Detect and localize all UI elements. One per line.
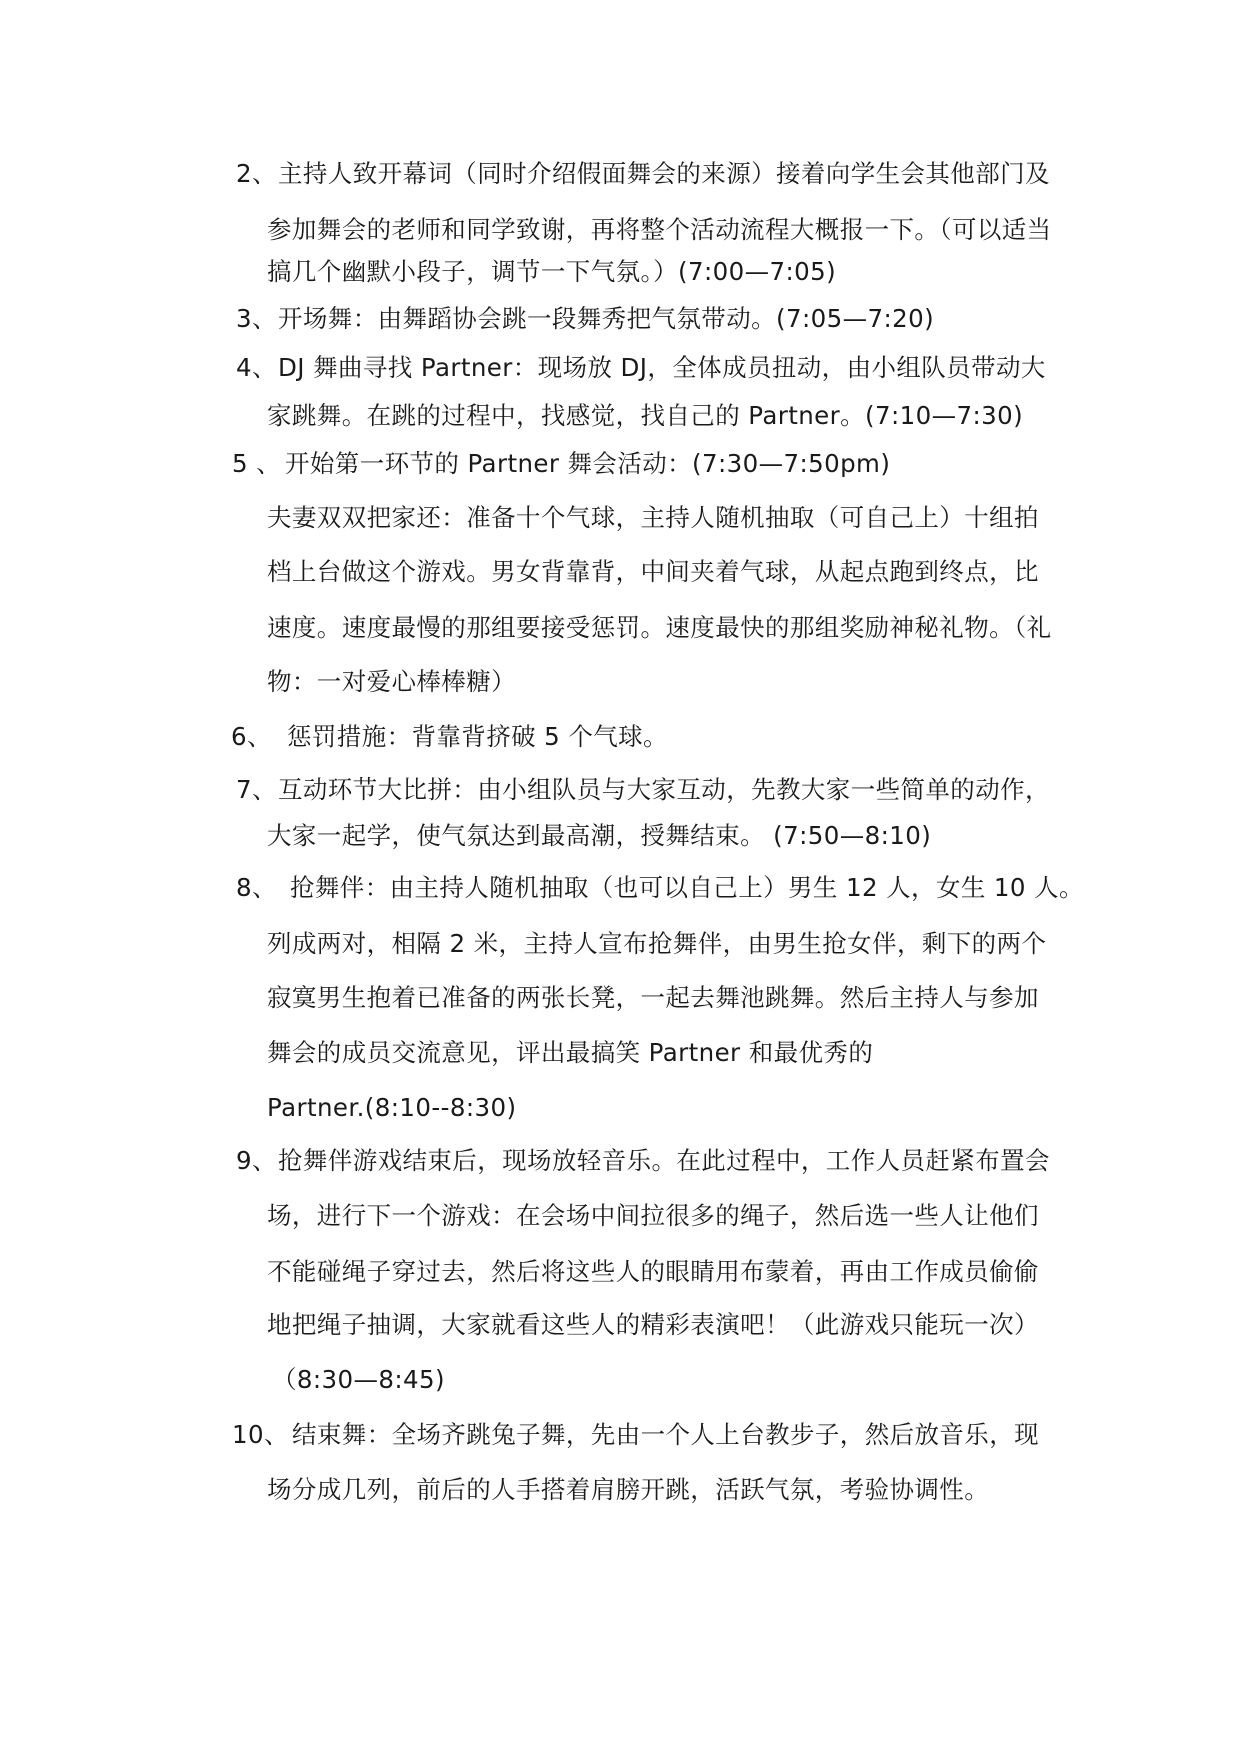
item-text-line: 速度。速度最慢的那组要接受惩罚。速度最快的那组奖励神秘礼物。（礼 <box>267 613 1052 642</box>
item-text-line: 结束舞：全场齐跳兔子舞，先由一个人上台教步子，然后放音乐，现 <box>292 1420 1039 1449</box>
item-number: 8、 <box>236 873 277 902</box>
item-text-line: 互动环节大比拼：由小组队员与大家互动，先教大家一些简单的动作， <box>278 775 1050 804</box>
item-text-line: 搞几个幽默小段子，调节一下气氛。）(7:00—7:05) <box>267 257 837 286</box>
item-text-line: 场，进行下一个游戏：在会场中间拉很多的绳子，然后选一些人让他们 <box>267 1201 1039 1230</box>
item-text-line: 地把绳子抽调，大家就看这些人的精彩表演吧！（此游戏只能玩一次） <box>267 1310 1039 1339</box>
item-text-line: （8:30—8:45) <box>272 1365 445 1394</box>
item-text-line: 寂寞男生抱着已准备的两张长凳，一起去舞池跳舞。然后主持人与参加 <box>267 983 1039 1012</box>
item-text-line: 参加舞会的老师和同学致谢，再将整个活动流程大概报一下。（可以适当 <box>267 215 1052 244</box>
item-number: 10、 <box>232 1420 289 1449</box>
item-number: 7、 <box>236 775 277 804</box>
item-text-line: 开场舞：由舞蹈协会跳一段舞秀把气氛带动。(7:05—7:20) <box>278 304 935 333</box>
item-text-line: 物：一对爱心棒棒糖） <box>267 667 516 696</box>
item-number: 5 、 <box>232 449 282 478</box>
item-text-line: 惩罚措施：背靠背挤破 5 个气球。 <box>287 722 668 751</box>
item-number: 3、 <box>236 304 277 333</box>
item-text-line: 大家一起学，使气氛达到最高潮，授舞结束。 (7:50—8:10) <box>267 821 932 850</box>
item-text-line: 家跳舞。在跳的过程中，找感觉，找自己的 Partner。(7:10—7:30) <box>267 401 1024 430</box>
item-text-line: 场分成几列，前后的人手搭着肩膀开跳，活跃气氛，考验协调性。 <box>267 1475 990 1504</box>
item-number: 9、 <box>236 1146 277 1175</box>
item-text-line: Partner.(8:10--8:30) <box>267 1093 517 1122</box>
item-text-line: 舞会的成员交流意见，评出最搞笑 Partner 和最优秀的 <box>267 1038 874 1067</box>
item-text-line: 抢舞伴游戏结束后，现场放轻音乐。在此过程中，工作人员赶紧布置会 <box>278 1146 1050 1175</box>
item-text-line: 不能碰绳子穿过去，然后将这些人的眼睛用布蒙着，再由工作成员偷偷 <box>267 1257 1039 1286</box>
item-number: 6、 <box>231 722 272 751</box>
item-text-line: 抢舞伴：由主持人随机抽取（也可以自己上）男生 12 人，女生 10 人。 <box>290 873 1084 902</box>
item-number: 2、 <box>236 159 277 188</box>
item-text-line: 列成两对，相隔 2 米，主持人宣布抢舞伴，由男生抢女伴，剩下的两个 <box>267 929 1047 958</box>
item-text-line: 档上台做这个游戏。男女背靠背，中间夹着气球，从起点跑到终点，比 <box>267 557 1039 586</box>
item-text-line: DJ 舞曲寻找 Partner：现场放 DJ，全体成员扭动，由小组队员带动大 <box>278 353 1046 382</box>
item-text-line: 开始第一环节的 Partner 舞会活动：(7:30—7:50pm) <box>285 449 891 478</box>
item-text-line: 主持人致开幕词（同时介绍假面舞会的来源）接着向学生会其他部门及 <box>278 159 1050 188</box>
item-number: 4、 <box>236 353 277 382</box>
item-text-line: 夫妻双双把家还：准备十个气球，主持人随机抽取（可自己上）十组拍 <box>267 503 1039 532</box>
